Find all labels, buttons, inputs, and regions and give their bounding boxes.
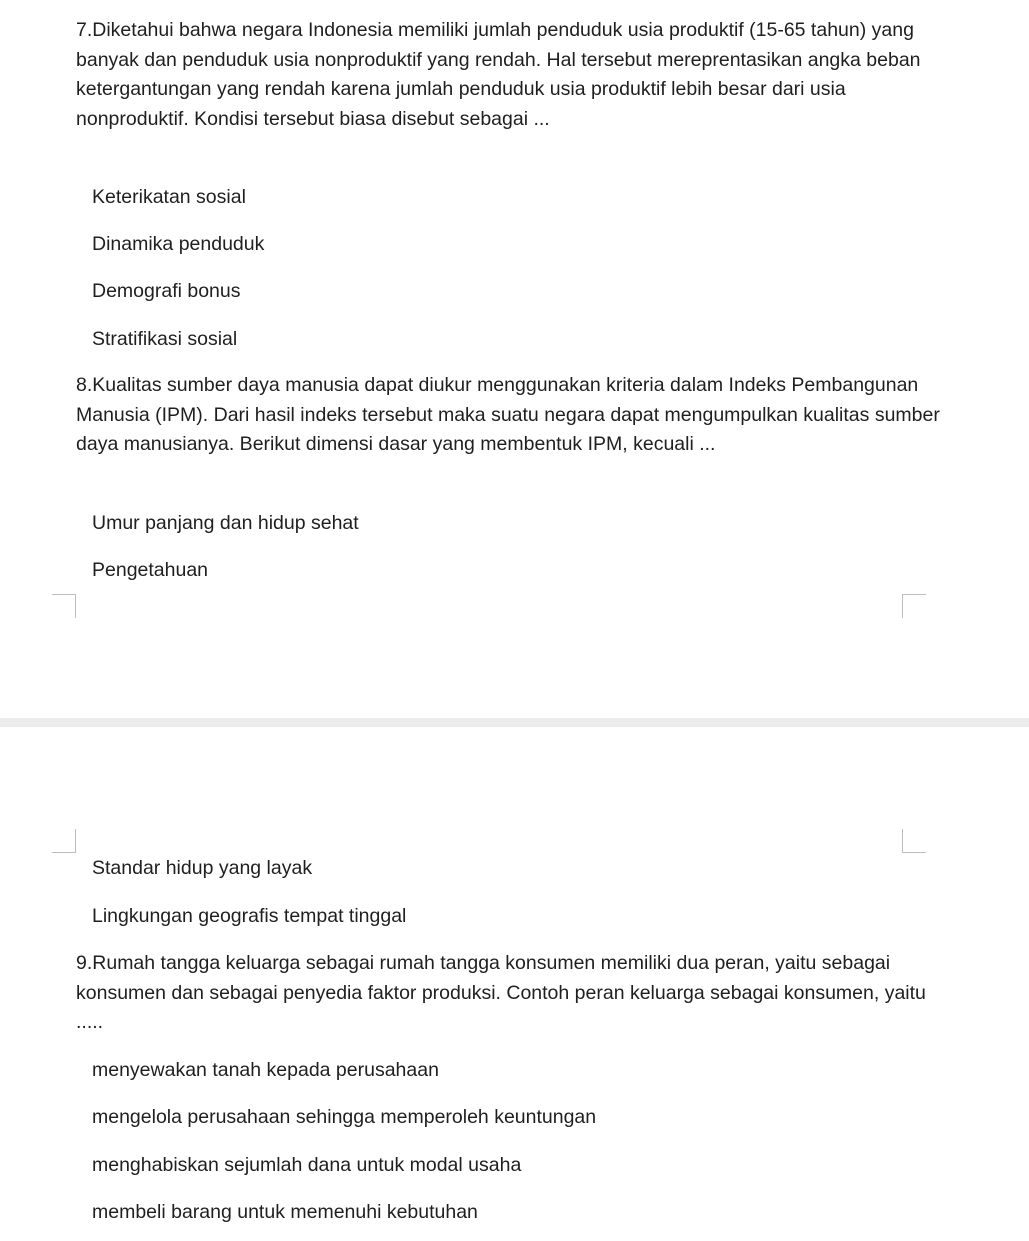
question-7-option-2[interactable]: Dinamika penduduk (92, 233, 265, 255)
page-break-divider (0, 718, 1029, 727)
question-8-option-1[interactable]: Umur panjang dan hidup sehat (92, 512, 359, 534)
question-9-option-4[interactable]: membeli barang untuk memenuhi kebutuhan (92, 1201, 478, 1223)
question-7-option-3[interactable]: Demografi bonus (92, 280, 241, 302)
page-margin-corner-top-right (902, 594, 926, 618)
page-margin-corner-bottom-left (52, 829, 76, 853)
page-margin-corner-top-left (52, 594, 76, 618)
page-margin-corner-bottom-right (902, 829, 926, 853)
question-9-option-2[interactable]: mengelola perusahaan sehingga memperoleh keuntungan (92, 1106, 597, 1128)
question-7-text: 7.Diketahui bahwa negara Indonesia memiliki jumlah penduduk usia produktif (15-65 tahun) yang banyak dan penduduk usia nonproduktif yang rendah. Hal tersebut mereprentasikan angka beban ketergantungan yang rendah karena jumlah penduduk usia produktif lebih besar dari usia nonproduktif. Kondisi tersebut biasa disebut sebagai ... (76, 19, 926, 130)
question-9-option-1[interactable]: menyewakan tanah kepada perusahaan (92, 1059, 439, 1081)
question-8-option-4[interactable]: Lingkungan geografis tempat tinggal (92, 905, 407, 927)
question-8-text: 8.Kualitas sumber daya manusia dapat diukur menggunakan kriteria dalam Indeks Pembangunan Manusia (IPM). Dari hasil indeks tersebut maka suatu negara dapat mengumpulkan kualitas sumber daya manusianya. Berikut dimensi dasar yang membentuk IPM, kecuali ... (76, 374, 946, 456)
question-9-option-3[interactable]: menghabiskan sejumlah dana untuk modal usaha (92, 1154, 522, 1176)
question-9-text: 9.Rumah tangga keluarga sebagai rumah tangga konsumen memiliki dua peran, yaitu sebagai konsumen dan sebagai penyedia faktor produksi. Contoh peran keluarga sebagai konsumen, yaitu ..... (76, 952, 932, 1034)
question-8-option-3[interactable]: Standar hidup yang layak (92, 857, 313, 879)
question-8-option-2[interactable]: Pengetahuan (92, 559, 209, 581)
question-7-option-4[interactable]: Stratifikasi sosial (92, 328, 238, 350)
question-7-option-1[interactable]: Keterikatan sosial (92, 186, 246, 208)
